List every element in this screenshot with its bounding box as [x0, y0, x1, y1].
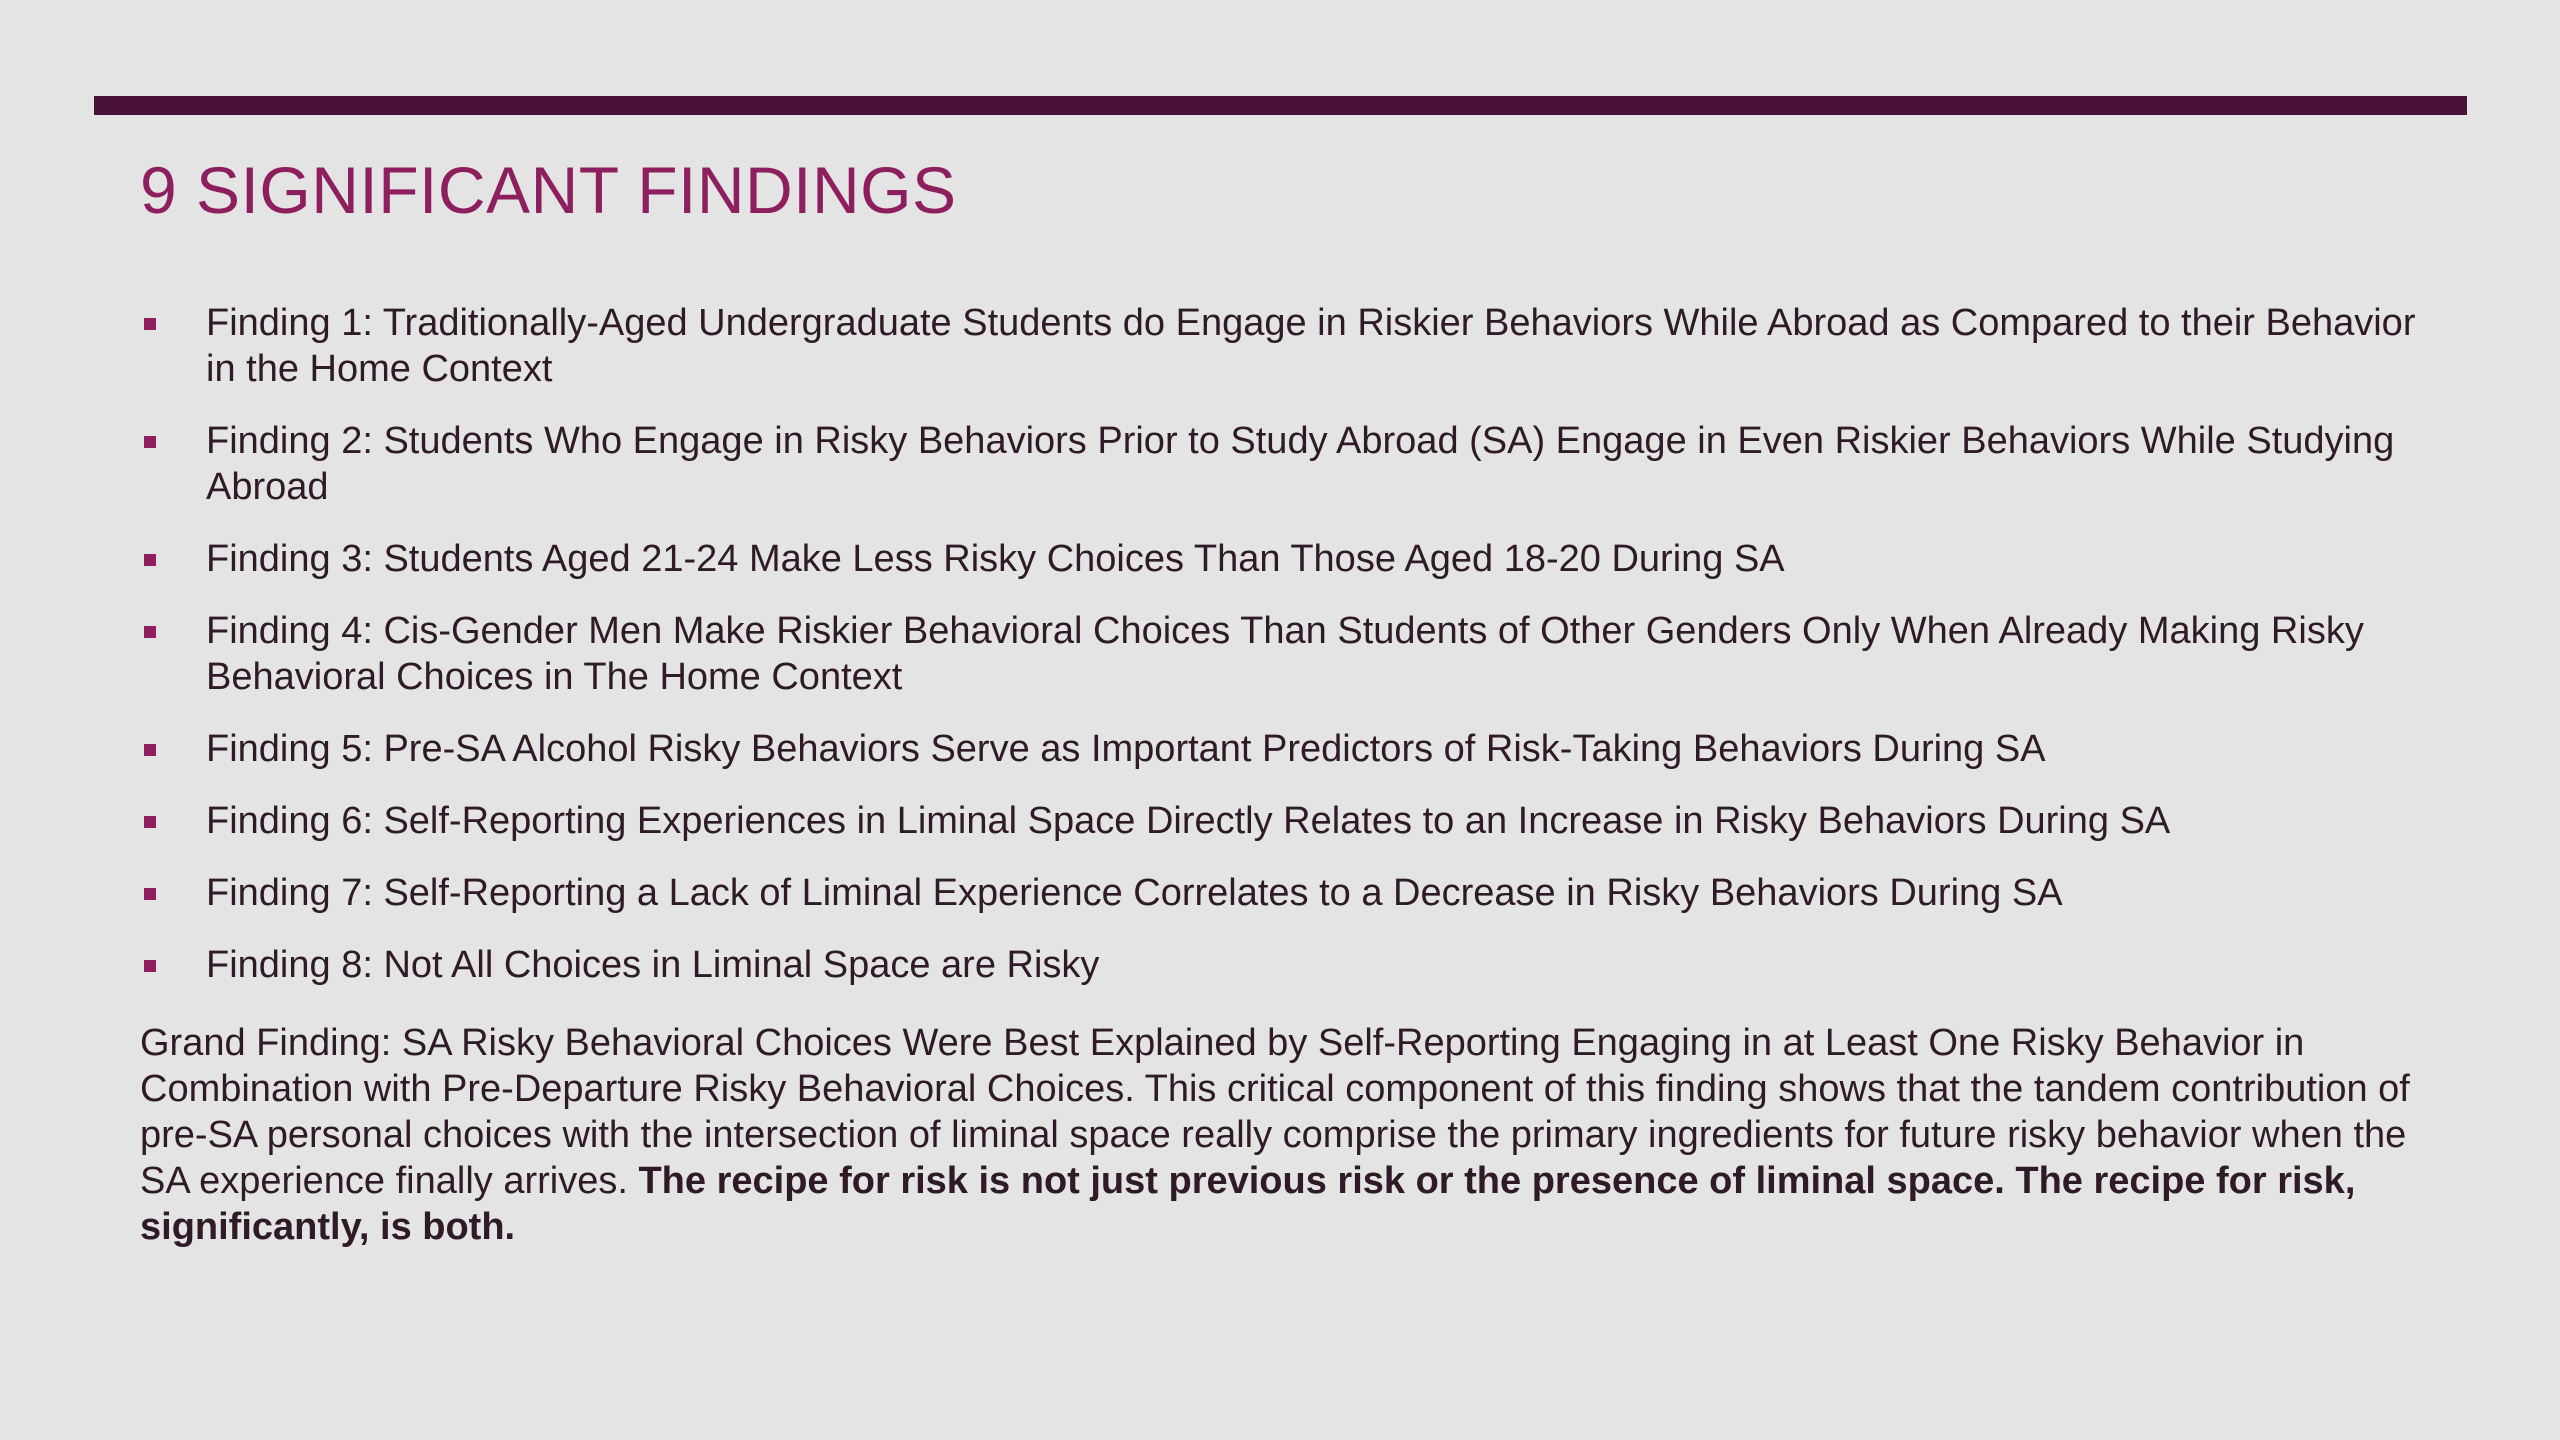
finding-text: Finding 6: Self-Reporting Experiences in Liminal Space Directly Relates to an Increase in Risky Behaviors During SA — [206, 800, 2171, 842]
square-bullet-icon — [144, 816, 156, 828]
square-bullet-icon — [144, 960, 156, 972]
grand-finding-paragraph — [140, 1020, 2430, 1250]
finding-text: Finding 3: Students Aged 21-24 Make Less Risky Choices Than Those Aged 18-20 During SA — [206, 538, 1785, 580]
grand-finding-text: Grand Finding: SA Risky Behavioral Choices Were Best Explained by Self-Reporting Engaging in at Least One Risky Behavior in Combination with Pre-Departure Risky Behavioral Choices. This critical component of this finding shows that the tandem contribution of pre-SA personal choices with the intersection of liminal space really comprise the primary ingredients for future risky behavior when the SA experience finally arrives. — [140, 1022, 2410, 1202]
finding-text: Finding 2: Students Who Engage in Risky Behaviors Prior to Study Abroad (SA) Engage in Even Riskier Behaviors While Studying Abroad — [206, 420, 2395, 508]
square-bullet-icon — [144, 888, 156, 900]
findings-list — [140, 300, 2430, 1014]
finding-text: Finding 1: Traditionally-Aged Undergraduate Students do Engage in Riskier Behaviors While Abroad as Compared to their Behavior in the Home Context — [206, 302, 2416, 390]
finding-item — [140, 300, 2430, 392]
finding-text: Finding 7: Self-Reporting a Lack of Liminal Experience Correlates to a Decrease in Risky Behaviors During SA — [206, 872, 2063, 914]
finding-item — [140, 418, 2430, 510]
finding-item — [140, 798, 2430, 844]
top-accent-bar — [94, 96, 2467, 115]
finding-item — [140, 608, 2430, 700]
finding-text: Finding 5: Pre-SA Alcohol Risky Behaviors Serve as Important Predictors of Risk-Taking Behaviors During SA — [206, 728, 2046, 770]
square-bullet-icon — [144, 744, 156, 756]
slide-title: 9 SIGNIFICANT FINDINGS — [140, 153, 957, 227]
finding-text: Finding 4: Cis-Gender Men Make Riskier Behavioral Choices Than Students of Other Genders Only When Already Making Risky Behavioral Choices in The Home Context — [206, 610, 2364, 698]
square-bullet-icon — [144, 318, 156, 330]
square-bullet-icon — [144, 626, 156, 638]
finding-item — [140, 536, 2430, 582]
grand-finding-emphasis: The recipe for risk is not just previous risk or the presence of liminal space. The recipe for risk, significantly, is both. — [140, 1160, 2356, 1248]
square-bullet-icon — [144, 436, 156, 448]
finding-item — [140, 870, 2430, 916]
finding-item — [140, 726, 2430, 772]
finding-text: Finding 8: Not All Choices in Liminal Space are Risky — [206, 944, 1100, 986]
square-bullet-icon — [144, 554, 156, 566]
finding-item — [140, 942, 2430, 988]
